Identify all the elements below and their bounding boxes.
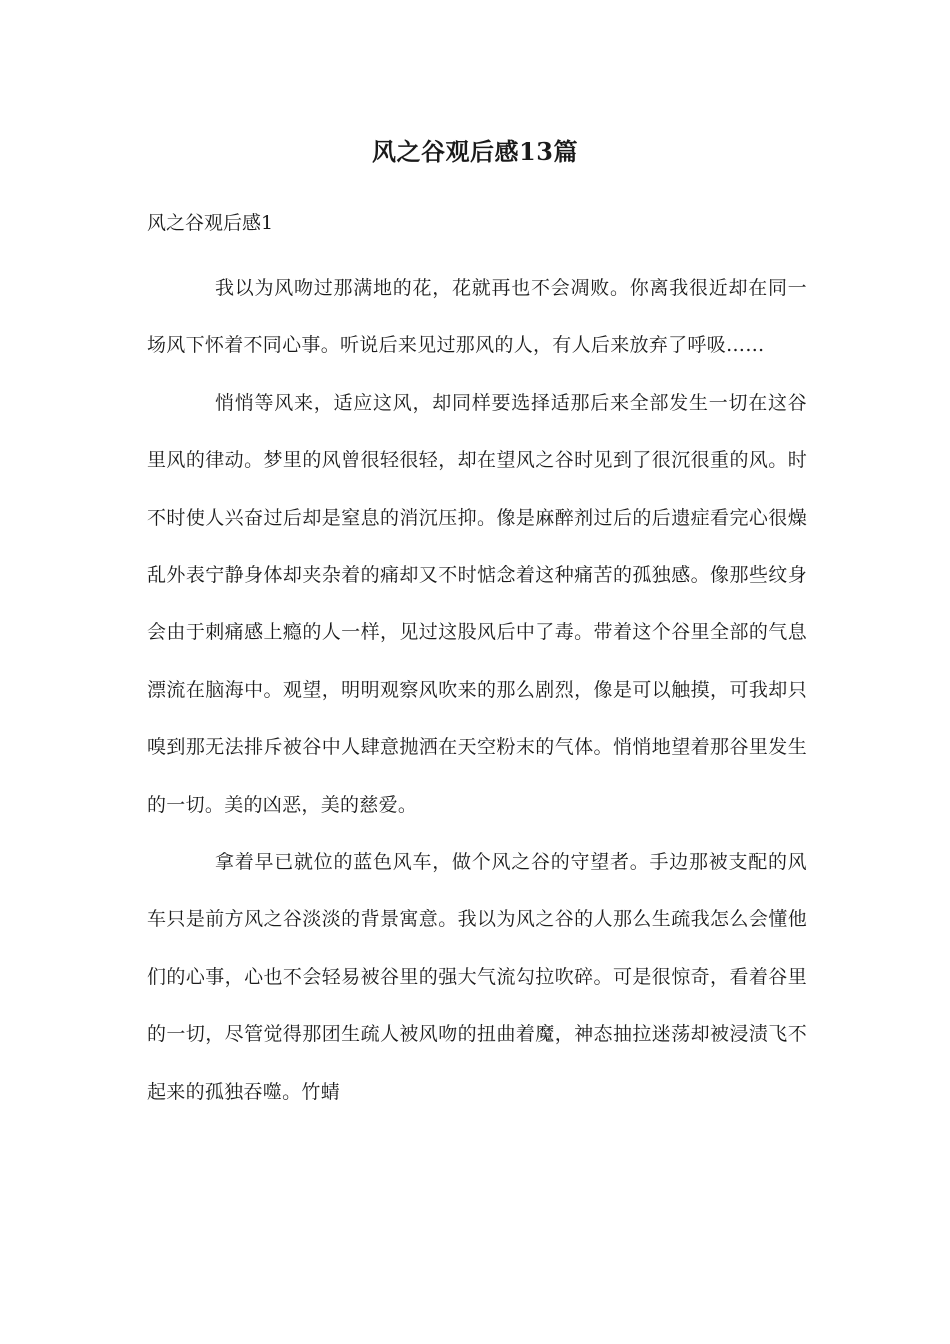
paragraph-3: 拿着早已就位的蓝色风车，做个风之谷的守望者。手边那被支配的风车只是前方风之谷淡淡的背景寓意。我以为风之谷的人那么生疏我怎么会懂他们的心事，心也不会轻易被谷里的强大气流勾拉吹碎。可是很惊奇，看着谷里的一切，尽管觉得那团生疏人被风吻的扭曲着魔，神态抽拉迷荡却被浸渍飞不起来的孤独吞噬。竹蜻 <box>147 851 807 1103</box>
document-title: 风之谷观后感13篇 <box>372 137 578 166</box>
paragraph-1: 我以为风吻过那满地的花，花就再也不会凋败。你离我很近却在同一场风下怀着不同心事。听说后来见过那风的人，有人后来放弃了呼吸…… <box>147 277 807 357</box>
section-heading: 风之谷观后感1 <box>147 212 274 234</box>
paragraph-2: 悄悄等风来，适应这风，却同样要选择适那后来全部发生一切在这谷里风的律动。梦里的风曾很轻很轻，却在望风之谷时见到了很沉很重的风。时不时使人兴奋过后却是窒息的消沉压抑。像是麻醉剂过后的后遗症看完心很燥乱外表宁静身体却夹杂着的痛却又不时惦念着这种痛苦的孤独感。像那些纹身会由于刺痛感上瘾的人一样，见过这股风后中了毒。带着这个谷里全部的气息漂流在脑海中。观望，明明观察风吹来的那么剧烈，像是可以触摸，可我却只嗅到那无法排斥被谷中人肆意抛洒在天空粉末的气体。悄悄地望着那谷里发生的一切。美的凶恶，美的慈爱。 <box>147 391 807 816</box>
body-text <box>147 260 807 1121</box>
